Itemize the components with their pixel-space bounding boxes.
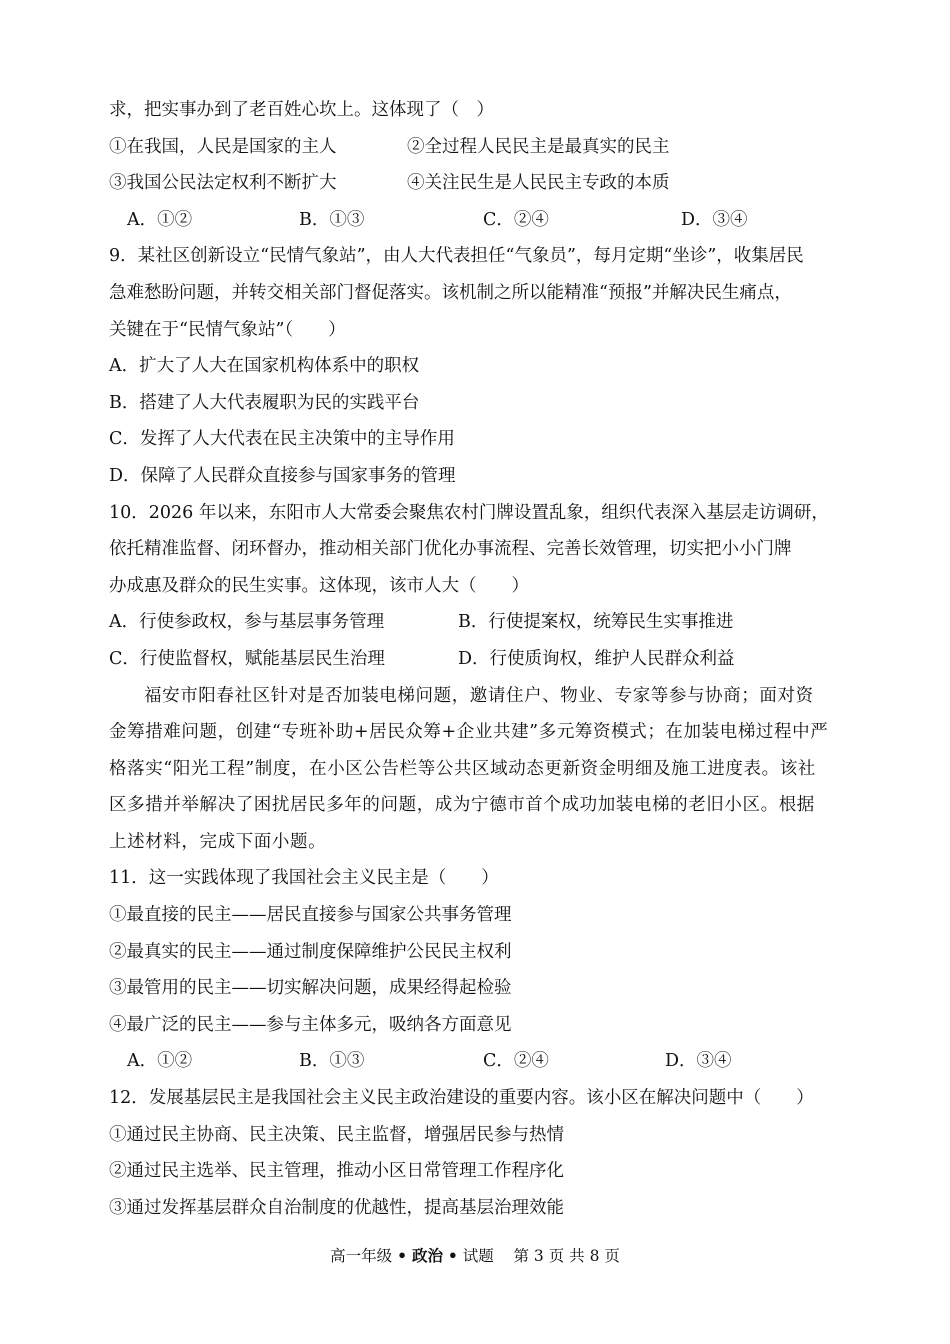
q11-option-a: A．①② <box>127 1051 193 1072</box>
q10-option-d: D．行使质询权，维护人民群众利益 <box>458 648 735 669</box>
q8-option-a: A．①② <box>127 209 193 230</box>
footer-dot-1: • <box>397 1246 407 1265</box>
q11-statement-2: ②最真实的民主——通过制度保障维护公民民主权利 <box>109 941 512 962</box>
q8-option-c: C．②④ <box>483 209 549 230</box>
q9-option-c: C．发挥了人大代表在民主决策中的主导作用 <box>109 429 455 450</box>
q10-stem-line-3: 办成惠及群众的民生实事。这体现，该市人大（ ） <box>109 575 529 596</box>
q10-option-b: B．行使提案权，统筹民生实事推进 <box>458 612 734 633</box>
footer-grade: 高一年级 <box>330 1247 393 1265</box>
q11-statement-3: ③最管用的民主——切实解决问题，成果经得起检验 <box>109 978 512 999</box>
q8-option-d: D．③④ <box>681 209 748 230</box>
q12-stem: 12．发展基层民主是我国社会主义民主政治建设的重要内容。该小区在解决问题中（ ） <box>109 1088 814 1109</box>
q8-statement-4: ④关注民生是人民民主专政的本质 <box>407 173 670 194</box>
q9-stem-line-1: 9．某社区创新设立“民情气象站”，由人大代表担任“气象员”，每月定期“坐诊”，收集居民 <box>109 246 804 267</box>
q10-stem-line-2: 依托精准监督、闭环督办，推动相关部门优化办事流程、完善长效管理，切实把小小门牌 <box>109 539 792 560</box>
q8-stem-tail: 求，把实事办到了老百姓心坎上。这体现了（ ） <box>109 100 494 120</box>
q8-statements-row-2 <box>109 165 844 202</box>
q11-option-b: B．①③ <box>299 1051 365 1072</box>
q10-options-row-1 <box>109 604 844 641</box>
q9-stem-line-3: 关键在于“民情气象站”（ ） <box>109 319 346 340</box>
material-line-4: 区多措并举解决了困扰居民多年的问题，成为宁德市首个成功加装电梯的老旧小区。根据 <box>109 795 815 816</box>
q9-stem-line-2: 急难愁盼问题，并转交相关部门督促落实。该机制之所以能精准“预报”并解决民生痛点， <box>109 282 792 303</box>
q12-statement-1: ①通过民主协商、民主决策、民主监督，增强居民参与热情 <box>109 1124 564 1145</box>
q12-statement-2: ②通过民主选举、民主管理，推动小区日常管理工作程序化 <box>109 1161 564 1182</box>
material-line-2: 金筹措难问题，创建“专班补助+居民众筹+企业共建”多元筹资模式；在加装电梯过程中严 <box>109 722 829 743</box>
footer-subject: 政治 <box>411 1246 443 1265</box>
q8-statement-3: ③我国公民法定权利不断扩大 <box>109 173 337 194</box>
q9-option-a: A．扩大了人大在国家机构体系中的职权 <box>109 356 420 377</box>
q8-statements-row-1 <box>109 129 844 166</box>
exam-page <box>109 92 844 1226</box>
q12-statement-3: ③通过发挥基层群众自治制度的优越性，提高基层治理效能 <box>109 1197 564 1218</box>
page-footer <box>0 1244 950 1266</box>
q10-option-c: C．行使监督权，赋能基层民生治理 <box>109 648 385 669</box>
q11-option-d: D．③④ <box>665 1051 732 1072</box>
q8-options <box>109 202 844 239</box>
q11-options <box>109 1043 844 1080</box>
q11-stem: 11．这一实践体现了我国社会主义民主是（ ） <box>109 868 499 889</box>
q11-statement-1: ①最直接的民主——居民直接参与国家公共事务管理 <box>109 905 512 926</box>
q10-stem-line-1: 10．2026 年以来，东阳市人大常委会聚焦农村门牌设置乱象，组织代表深入基层走访调研， <box>109 502 829 523</box>
q11-statement-4: ④最广泛的民主——参与主体多元，吸纳各方面意见 <box>109 1014 512 1035</box>
footer-page-number: 第 3 页 共 8 页 <box>513 1247 620 1265</box>
q8-statement-1: ①在我国，人民是国家的主人 <box>109 136 337 157</box>
material-line-1: 福安市阳春社区针对是否加装电梯问题，邀请住户、物业、专家等参与协商；面对资 <box>144 685 814 706</box>
footer-dot-2: • <box>447 1246 458 1265</box>
footer-kind: 试题 <box>462 1247 494 1265</box>
q9-option-d: D．保障了人民群众直接参与国家事务的管理 <box>109 465 456 486</box>
q11-option-c: C．②④ <box>483 1051 549 1072</box>
q10-options-row-2 <box>109 641 844 678</box>
q10-option-a: A．行使参政权，参与基层事务管理 <box>109 612 385 633</box>
q8-statement-2: ②全过程人民民主是最真实的民主 <box>407 136 670 157</box>
material-line-5: 上述材料，完成下面小题。 <box>109 831 327 852</box>
q8-option-b: B．①③ <box>299 209 365 230</box>
q9-option-b: B．搭建了人大代表履职为民的实践平台 <box>109 392 420 413</box>
material-line-3: 格落实“阳光工程”制度，在小区公告栏等公共区域动态更新资金明细及施工进度表。该社 <box>109 758 816 779</box>
